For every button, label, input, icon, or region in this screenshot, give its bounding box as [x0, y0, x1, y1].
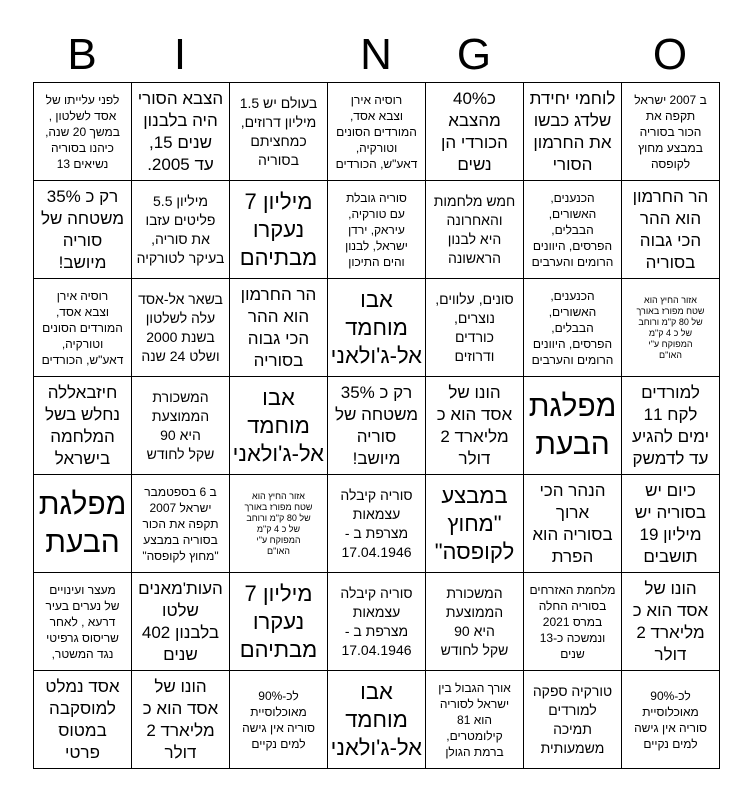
bingo-cell[interactable]: [622, 377, 720, 475]
bingo-cell-text: מיליון 5.5 פליטים עזבו את סוריה, בעיקר לטורקיה: [136, 192, 225, 266]
bingo-cell-text: ב 2007 ישראל תקפה את הכור בסוריה במבצע מחוץ לקופסה: [634, 92, 707, 171]
bingo-cell[interactable]: [622, 475, 720, 573]
bingo-cell[interactable]: [132, 573, 230, 671]
bingo-cell-text: לכ-90% מאוכלוסיית סוריה אין גישה למים נקיים: [242, 688, 315, 751]
title-letter-n: N: [360, 30, 392, 79]
bingo-cell-text: מפלגת הבעת: [38, 487, 127, 559]
bingo-cell[interactable]: [34, 475, 132, 573]
bingo-cell[interactable]: [328, 181, 426, 279]
bingo-cell[interactable]: [426, 475, 524, 573]
bingo-cell[interactable]: [230, 573, 328, 671]
bingo-cell-text: ב 6 בספטמבר ישראל 2007 תקפה את הכור בסוריה במבצע "מחוץ לקופסה": [142, 484, 219, 563]
bingo-cell-text: הונו של אסד הוא כ מליארד 2 דולר: [142, 676, 219, 762]
bingo-cell-text: בשאר אל-אסד עלה לשלטון בשנת 2000 ושלט 24 שנה: [138, 290, 223, 364]
bingo-cell-text: כיום יש בסוריה יש מיליון 19 תושבים: [634, 480, 707, 566]
bingo-cell-text: הונו של אסד הוא כ מליארד 2 דולר: [436, 382, 513, 468]
bingo-cell[interactable]: [524, 671, 622, 769]
bingo-cell[interactable]: [524, 573, 622, 671]
bingo-cell-text: הר החרמון הוא ההר הכי גבוה בסוריה: [632, 186, 709, 272]
bingo-cell-text: כ40% מהצבא הכורדי הן נשים: [441, 88, 508, 174]
bingo-cell[interactable]: [622, 671, 720, 769]
bingo-cell[interactable]: [34, 573, 132, 671]
bingo-cell-text: לפני עלייתו של אסד לשלטון , במשך 20 שנה, כיהנו בסוריה נשיאים 13: [45, 92, 120, 171]
bingo-cell[interactable]: [34, 181, 132, 279]
bingo-cell-text: אזור החיץ הוא שטח מפורז באורך של 80 ק"מ ורוחב של כ 4 ק"מ המפוקח ע"י האו"ם: [636, 294, 705, 360]
bingo-cell[interactable]: [230, 377, 328, 475]
bingo-cell-text: סוריה קיבלה עצמאות מצרפת ב - 17.04.1946: [340, 486, 413, 560]
bingo-cell-text: העות'מאנים שלטו בלבנון 402 שנים: [138, 578, 223, 664]
bingo-cell[interactable]: [230, 475, 328, 573]
bingo-cell[interactable]: [328, 671, 426, 769]
bingo-cell-text: רק כ 35% משטחה של סוריה מיושב!: [40, 186, 125, 272]
bingo-cell[interactable]: [132, 377, 230, 475]
bingo-board: [33, 82, 720, 769]
bingo-cell-text: אזור החיץ הוא שטח מפורז באורך של 80 ק"מ ורוחב של כ 4 ק"מ המפוקח ע"י האו"ם: [244, 490, 313, 556]
bingo-cell-text: לוחמי יחידת שלדג כבשו את החרמון הסורי: [529, 88, 616, 174]
bingo-cell[interactable]: [230, 671, 328, 769]
bingo-cell-text: מפלגת הבעת: [528, 389, 617, 461]
bingo-cell-text: הכנענים, האשורים, הבבלים, הפרסים, היוונים הרומים והערבים: [531, 288, 614, 367]
bingo-cell[interactable]: [622, 279, 720, 377]
bingo-cell[interactable]: [328, 83, 426, 181]
bingo-cell[interactable]: [426, 83, 524, 181]
bingo-cell-text: המשכורת הממוצעת היא 90 שקל לחודש: [146, 388, 215, 462]
bingo-cell[interactable]: [34, 83, 132, 181]
bingo-cell[interactable]: [622, 83, 720, 181]
bingo-cell-text: מלחמת האזרחים בסוריה החלה במרס 2021 ונמשכה כ-13 שנים: [529, 582, 616, 661]
bingo-cell-text: סוריה גובלת עם טורקיה, עיראק, ירדן ישראל, לבנון והים התיכון: [345, 190, 408, 269]
bingo-cell-text: המשכורת הממוצעת היא 90 שקל לחודש: [440, 584, 509, 658]
bingo-cell-text: אורך הגבול בין ישראל לסוריה הוא 81 קילומטרים, ברמת הגולן: [438, 680, 511, 759]
bingo-cell[interactable]: [230, 279, 328, 377]
bingo-cell-text: מעצר ועינויים של נערים בעיר דרעא , לאחר שריסוס גרפיטי נגד המשטר,: [45, 582, 120, 661]
bingo-cell-text: רוסיה אירן וצבא אסד, המורדים הסונים וטורקיה, דאע"ש, הכורדים: [335, 92, 418, 171]
bingo-cell-text: הצבא הסורי היה בלבנון שנים 15, עד 2005.: [137, 88, 224, 174]
bingo-cell-text: הכנענים, האשורים, הבבלים, הפרסים, היוונים הרומים והערבים: [531, 190, 614, 269]
bingo-cell[interactable]: [524, 377, 622, 475]
bingo-cell[interactable]: [34, 279, 132, 377]
bingo-cell-text: בעולם יש 1.5 מיליון דרוזים, כמחציתם בסוריה: [239, 94, 318, 168]
bingo-cell-text: אבו מוחמד אל-ג'ולאני: [232, 384, 324, 466]
bingo-cell[interactable]: [328, 573, 426, 671]
bingo-cell[interactable]: [426, 671, 524, 769]
bingo-cell-text: אבו מוחמד אל-ג'ולאני: [330, 678, 422, 760]
bingo-cell[interactable]: [426, 573, 524, 671]
bingo-cell[interactable]: [426, 279, 524, 377]
bingo-cell-text: סוריה קיבלה עצמאות מצרפת ב - 17.04.1946: [340, 584, 413, 658]
bingo-cell[interactable]: [34, 377, 132, 475]
bingo-cell[interactable]: [328, 279, 426, 377]
bingo-cell[interactable]: [524, 475, 622, 573]
title-letter-i: I: [173, 30, 187, 79]
bingo-cell[interactable]: [426, 377, 524, 475]
bingo-cell[interactable]: [622, 181, 720, 279]
bingo-cell-text: חיזבאללה נחלש בשל המלחמה בישראל: [44, 382, 121, 468]
bingo-cell[interactable]: [132, 83, 230, 181]
bingo-cell[interactable]: [524, 279, 622, 377]
bingo-cell[interactable]: [328, 377, 426, 475]
bingo-cell[interactable]: [230, 181, 328, 279]
bingo-cell[interactable]: [622, 573, 720, 671]
title-letter-b: B: [67, 30, 97, 79]
bingo-cell[interactable]: [328, 475, 426, 573]
bingo-cell-text: הנהר הכי ארוך בסוריה הוא הפרת: [532, 480, 613, 566]
bingo-cell-text: הר החרמון הוא ההר הכי גבוה בסוריה: [240, 284, 317, 370]
bingo-cell[interactable]: [132, 475, 230, 573]
bingo-cell-text: הונו של אסד הוא כ מליארד 2 דולר: [632, 578, 709, 664]
bingo-cell[interactable]: [132, 279, 230, 377]
bingo-cell-text: חמש מלחמות והאחרונה היא לבנון הראשונה: [433, 192, 516, 266]
bingo-cell[interactable]: [230, 83, 328, 181]
bingo-cell[interactable]: [132, 671, 230, 769]
bingo-cell-text: מיליון 7 נעקרו מבתיהם: [239, 188, 318, 270]
bingo-cell-text: לכ-90% מאוכלוסיית סוריה אין גישה למים נקיים: [634, 688, 707, 751]
bingo-title: [0, 30, 752, 80]
bingo-cell[interactable]: [524, 181, 622, 279]
bingo-cell[interactable]: [34, 671, 132, 769]
bingo-cell-text: אסד נמלט למוסקבה במטוס פרטי: [45, 676, 120, 762]
bingo-cell-text: סונים, עלווים, נוצרים, כורדים ודרוזים: [435, 290, 514, 364]
bingo-cell-text: במבצע "מחוץ לקופסה": [434, 482, 515, 564]
title-letter-o: O: [652, 30, 688, 79]
title-letter-g: G: [456, 30, 492, 79]
bingo-cell-text: טורקיה ספקה למורדים תמיכה משמעותית: [532, 682, 613, 756]
bingo-cell-text: למורדים לקח 11 ימים להגיע עד לדמשק: [631, 382, 710, 468]
bingo-cell-text: רק כ 35% משטחה של סוריה מיושב!: [334, 382, 419, 468]
bingo-cell-text: מיליון 7 נעקרו מבתיהם: [239, 580, 318, 662]
bingo-cell[interactable]: [132, 181, 230, 279]
bingo-cell-text: אבו מוחמד אל-ג'ולאני: [330, 286, 422, 368]
bingo-cell[interactable]: [524, 83, 622, 181]
bingo-cell[interactable]: [426, 181, 524, 279]
bingo-cell-text: רוסיה אירן וצבא אסד, המורדים הסונים וטורקיה, דאע"ש, הכורדים: [41, 288, 124, 367]
